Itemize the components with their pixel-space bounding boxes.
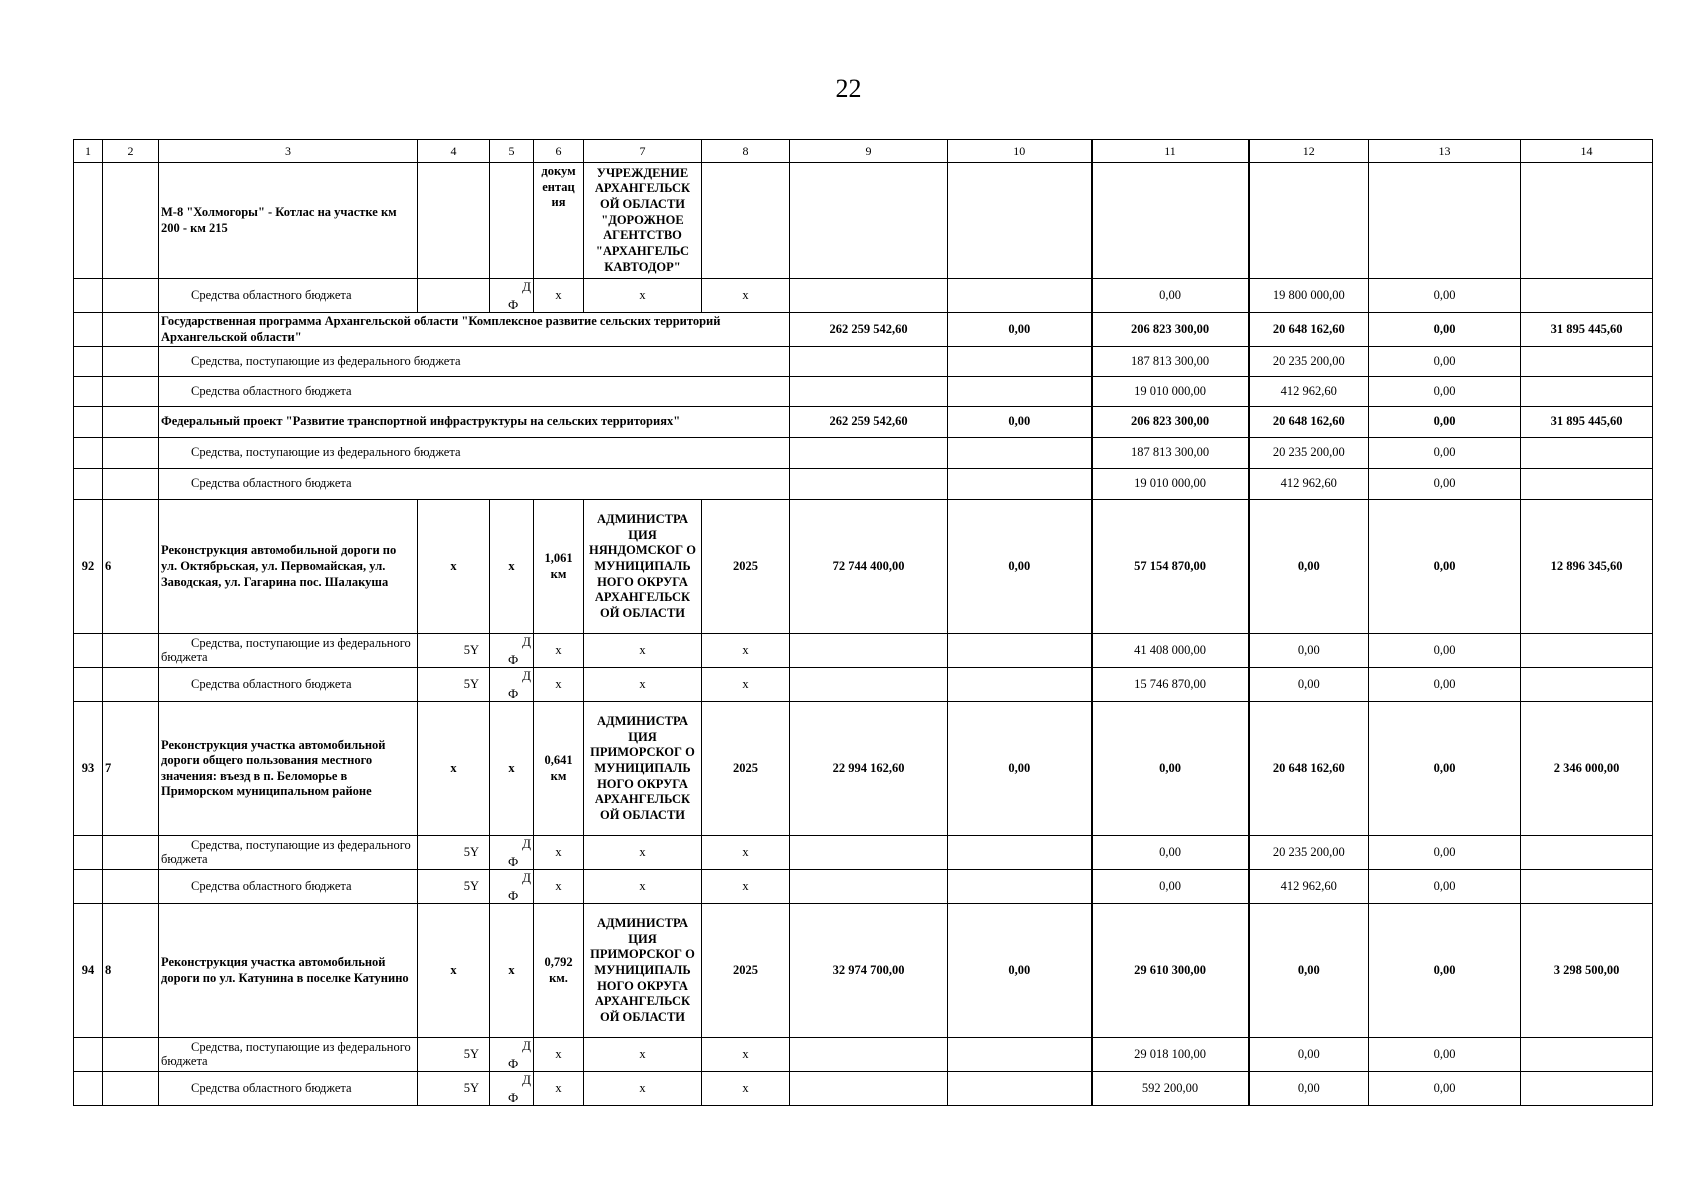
cell-value: 20 235 200,00 bbox=[1249, 836, 1369, 870]
object-length: 0,641 км bbox=[534, 702, 584, 836]
cell-value: 412 962,60 bbox=[1249, 870, 1369, 904]
cell-value: 20 235 200,00 bbox=[1249, 347, 1369, 377]
cell-value: 0,00 bbox=[948, 407, 1092, 438]
cell-value: 0,00 bbox=[1249, 668, 1369, 702]
cell-value: 262 259 542,60 bbox=[790, 407, 948, 438]
table-row bbox=[74, 836, 1653, 870]
cell-value: 592 200,00 bbox=[1092, 1072, 1249, 1106]
funding-label: Средства областного бюджета bbox=[159, 1072, 418, 1106]
header-row bbox=[74, 140, 1653, 163]
cell-x: х bbox=[534, 1072, 584, 1106]
cell-value: 20 648 162,60 bbox=[1249, 313, 1369, 347]
cell-value: 72 744 400,00 bbox=[790, 500, 948, 634]
df-d: Д bbox=[522, 870, 531, 886]
cell-value: 0,00 bbox=[1369, 407, 1521, 438]
cell-x: х bbox=[702, 1038, 790, 1072]
header-col-10: 10 bbox=[948, 140, 1092, 163]
object-row bbox=[74, 500, 1653, 634]
funding-label: Средства областного бюджета bbox=[159, 668, 418, 702]
cell-code: 5Y bbox=[418, 870, 490, 904]
cell-x: х bbox=[702, 836, 790, 870]
agency-name: УЧРЕЖДЕНИЕ АРХАНГЕЛЬСК ОЙ ОБЛАСТИ "ДОРОЖНОЕ АГЕНТСТВО "АРХАНГЕЛЬС КАВТОДОР" bbox=[584, 163, 702, 279]
funding-label: Средства, поступающие из федерального бюджета bbox=[159, 634, 418, 668]
funding-label: Средства, поступающие из федерального бюджета bbox=[159, 438, 790, 469]
cell-x: х bbox=[584, 279, 702, 313]
cell-x: х bbox=[534, 836, 584, 870]
df-d: Д bbox=[522, 1038, 531, 1054]
row-number: 93 bbox=[74, 702, 103, 836]
cell-x: х bbox=[534, 279, 584, 313]
object-name: М-8 "Холмогоры" - Котлас на участке км 200 - км 215 bbox=[159, 163, 418, 279]
cell-value: 0,00 bbox=[948, 313, 1092, 347]
df-d: Д bbox=[522, 668, 531, 684]
df-f: Ф bbox=[508, 1090, 519, 1105]
cell-value: 19 010 000,00 bbox=[1092, 377, 1249, 407]
cell-value: 0,00 bbox=[1369, 377, 1521, 407]
cell-x: х bbox=[584, 870, 702, 904]
cell-code: 5Y bbox=[418, 1038, 490, 1072]
cell-value: 20 235 200,00 bbox=[1249, 438, 1369, 469]
cell-value: 262 259 542,60 bbox=[790, 313, 948, 347]
cell-x: х bbox=[418, 500, 490, 634]
agency-name: АДМИНИСТРА ЦИЯ ПРИМОРСКОГ О МУНИЦИПАЛЬ НОГО ОКРУГА АРХАНГЕЛЬСК ОЙ ОБЛАСТИ bbox=[584, 702, 702, 836]
df-f: Ф bbox=[508, 854, 519, 869]
project-title: Федеральный проект "Развитие транспортной инфраструктуры на сельских территориях" bbox=[159, 407, 790, 438]
cell-x: х bbox=[418, 702, 490, 836]
header-col-11: 11 bbox=[1092, 140, 1249, 163]
df-d: Д bbox=[522, 836, 531, 852]
df-d: Д bbox=[522, 279, 531, 294]
header-col-13: 13 bbox=[1369, 140, 1521, 163]
cell-value: 206 823 300,00 bbox=[1092, 407, 1249, 438]
cell-code: 5Y bbox=[418, 836, 490, 870]
cell-value: 29 018 100,00 bbox=[1092, 1038, 1249, 1072]
funding-label: Средства областного бюджета bbox=[159, 279, 418, 313]
cell-value: 0,00 bbox=[1249, 904, 1369, 1038]
cell-value: 0,00 bbox=[1249, 634, 1369, 668]
df-f: Ф bbox=[508, 686, 519, 701]
table-row bbox=[74, 377, 1653, 407]
cell-x: х bbox=[490, 702, 534, 836]
table-row bbox=[74, 1038, 1653, 1072]
cell-value: 187 813 300,00 bbox=[1092, 438, 1249, 469]
cell-x: х bbox=[584, 1038, 702, 1072]
object-row bbox=[74, 702, 1653, 836]
cell-code: 5Y bbox=[418, 1072, 490, 1106]
cell-x: х bbox=[702, 634, 790, 668]
row-subnumber: 7 bbox=[103, 702, 159, 836]
cell-value: 0,00 bbox=[1249, 500, 1369, 634]
cell-x: х bbox=[584, 668, 702, 702]
header-col-5: 5 bbox=[490, 140, 534, 163]
cell-value: 3 298 500,00 bbox=[1521, 904, 1653, 1038]
cell-value: 0,00 bbox=[948, 702, 1092, 836]
agency-name: АДМИНИСТРА ЦИЯ ПРИМОРСКОГ О МУНИЦИПАЛЬ НОГО ОКРУГА АРХАНГЕЛЬСК ОЙ ОБЛАСТИ bbox=[584, 904, 702, 1038]
cell-x: х bbox=[490, 904, 534, 1038]
cell-x: х bbox=[534, 870, 584, 904]
year: 2025 bbox=[702, 904, 790, 1038]
cell-value: 41 408 000,00 bbox=[1092, 634, 1249, 668]
cell-value: 412 962,60 bbox=[1249, 469, 1369, 500]
page-number: 22 bbox=[835, 74, 862, 103]
header-col-9: 9 bbox=[790, 140, 948, 163]
row-number: 92 bbox=[74, 500, 103, 634]
funding-label: Средства областного бюджета bbox=[159, 469, 790, 500]
cell-value: 0,00 bbox=[948, 904, 1092, 1038]
header-col-6: 6 bbox=[534, 140, 584, 163]
cell-value: 0,00 bbox=[1369, 1072, 1521, 1106]
cell-value: 0,00 bbox=[1369, 668, 1521, 702]
cell-value: 0,00 bbox=[948, 500, 1092, 634]
header-col-7: 7 bbox=[584, 140, 702, 163]
cell-x: х bbox=[702, 668, 790, 702]
cell-value: 19 010 000,00 bbox=[1092, 469, 1249, 500]
cell-value: 0,00 bbox=[1092, 836, 1249, 870]
cell-value: 22 994 162,60 bbox=[790, 702, 948, 836]
df-f: Ф bbox=[508, 1056, 519, 1071]
cell-value: 187 813 300,00 bbox=[1092, 347, 1249, 377]
object-row bbox=[74, 904, 1653, 1038]
cell-value: 15 746 870,00 bbox=[1092, 668, 1249, 702]
budget-table bbox=[73, 139, 1653, 1106]
cell-x: х bbox=[584, 634, 702, 668]
cell-value: 0,00 bbox=[1369, 279, 1521, 313]
cell-value: 0,00 bbox=[1369, 904, 1521, 1038]
cell-code: 5Y bbox=[418, 668, 490, 702]
cell-code: 5Y bbox=[418, 634, 490, 668]
cell-value: 0,00 bbox=[1369, 836, 1521, 870]
object-length: докум ентац ия bbox=[534, 163, 584, 279]
funding-label: Средства, поступающие из федерального бюджета bbox=[159, 347, 790, 377]
cell-value: 0,00 bbox=[1369, 347, 1521, 377]
cell-value: 20 648 162,60 bbox=[1249, 407, 1369, 438]
cell-x: х bbox=[534, 1038, 584, 1072]
year: 2025 bbox=[702, 702, 790, 836]
df-d: Д bbox=[522, 634, 531, 650]
year: 2025 bbox=[702, 500, 790, 634]
cell-x: х bbox=[418, 904, 490, 1038]
cell-value: 0,00 bbox=[1092, 702, 1249, 836]
cell-x: х bbox=[702, 1072, 790, 1106]
header-col-2: 2 bbox=[103, 140, 159, 163]
cell-value: 0,00 bbox=[1369, 702, 1521, 836]
header-col-4: 4 bbox=[418, 140, 490, 163]
cell-x: х bbox=[702, 870, 790, 904]
table-row bbox=[74, 347, 1653, 377]
cell-x: х bbox=[490, 500, 534, 634]
object-name: Реконструкция участка автомобильной дороги общего пользования местного значения: въезд в п. Беломорье в Приморском муниципальном районе bbox=[159, 702, 418, 836]
header-col-14: 14 bbox=[1521, 140, 1653, 163]
header-col-8: 8 bbox=[702, 140, 790, 163]
cell-value: 0,00 bbox=[1369, 313, 1521, 347]
cell-value: 0,00 bbox=[1369, 438, 1521, 469]
df-f: Ф bbox=[508, 296, 519, 312]
program-row bbox=[74, 313, 1653, 347]
funding-label: Средства, поступающие из федерального бюджета bbox=[159, 1038, 418, 1072]
agency-name: АДМИНИСТРА ЦИЯ НЯНДОМСКОГ О МУНИЦИПАЛЬ НОГО ОКРУГА АРХАНГЕЛЬСК ОЙ ОБЛАСТИ bbox=[584, 500, 702, 634]
object-length: 0,792 км. bbox=[534, 904, 584, 1038]
cell-value: 0,00 bbox=[1249, 1072, 1369, 1106]
df-f: Ф bbox=[508, 888, 519, 903]
df-d: Д bbox=[522, 1072, 531, 1088]
header-col-1: 1 bbox=[74, 140, 103, 163]
header-col-12: 12 bbox=[1249, 140, 1369, 163]
cell-value: 412 962,60 bbox=[1249, 377, 1369, 407]
cell-value: 29 610 300,00 bbox=[1092, 904, 1249, 1038]
cell-value: 0,00 bbox=[1369, 1038, 1521, 1072]
cell-value: 31 895 445,60 bbox=[1521, 407, 1653, 438]
program-title: Государственная программа Архангельской области "Комплексное развитие сельских территорий Архангельской области" bbox=[159, 313, 790, 347]
row-subnumber: 6 bbox=[103, 500, 159, 634]
funding-label: Средства, поступающие из федерального бюджета bbox=[159, 836, 418, 870]
project-row bbox=[74, 407, 1653, 438]
row-number: 94 bbox=[74, 904, 103, 1038]
cell-value: 0,00 bbox=[1369, 469, 1521, 500]
cell-x: х bbox=[702, 279, 790, 313]
object-name: Реконструкция участка автомобильной дороги по ул. Катунина в поселке Катунино bbox=[159, 904, 418, 1038]
table-row bbox=[74, 163, 1653, 279]
cell-value: 0,00 bbox=[1249, 1038, 1369, 1072]
cell-value: 20 648 162,60 bbox=[1249, 702, 1369, 836]
cell-x: х bbox=[584, 836, 702, 870]
header-col-3: 3 bbox=[159, 140, 418, 163]
table-row bbox=[74, 279, 1653, 313]
table-row bbox=[74, 870, 1653, 904]
cell-value: 32 974 700,00 bbox=[790, 904, 948, 1038]
table-row bbox=[74, 634, 1653, 668]
table-row bbox=[74, 1072, 1653, 1106]
funding-label: Средства областного бюджета bbox=[159, 377, 790, 407]
df-f: Ф bbox=[508, 652, 519, 667]
cell-x: х bbox=[534, 668, 584, 702]
funding-label: Средства областного бюджета bbox=[159, 870, 418, 904]
cell-value: 12 896 345,60 bbox=[1521, 500, 1653, 634]
cell-value: 0,00 bbox=[1369, 634, 1521, 668]
cell-value: 0,00 bbox=[1369, 870, 1521, 904]
cell-value: 2 346 000,00 bbox=[1521, 702, 1653, 836]
cell-value: 19 800 000,00 bbox=[1249, 279, 1369, 313]
cell-value: 0,00 bbox=[1092, 870, 1249, 904]
row-subnumber: 8 bbox=[103, 904, 159, 1038]
object-length: 1,061 км bbox=[534, 500, 584, 634]
table-row bbox=[74, 668, 1653, 702]
cell-value: 57 154 870,00 bbox=[1092, 500, 1249, 634]
cell-value: 206 823 300,00 bbox=[1092, 313, 1249, 347]
table-row bbox=[74, 469, 1653, 500]
cell-value: 0,00 bbox=[1092, 279, 1249, 313]
cell-x: х bbox=[534, 634, 584, 668]
cell-value: 0,00 bbox=[1369, 500, 1521, 634]
object-name: Реконструкция автомобильной дороги по ул. Октябрьская, ул. Первомайская, ул. Заводская, ул. Гагарина пос. Шалакуша bbox=[159, 500, 418, 634]
cell-x: х bbox=[584, 1072, 702, 1106]
table-row bbox=[74, 438, 1653, 469]
cell-value: 31 895 445,60 bbox=[1521, 313, 1653, 347]
